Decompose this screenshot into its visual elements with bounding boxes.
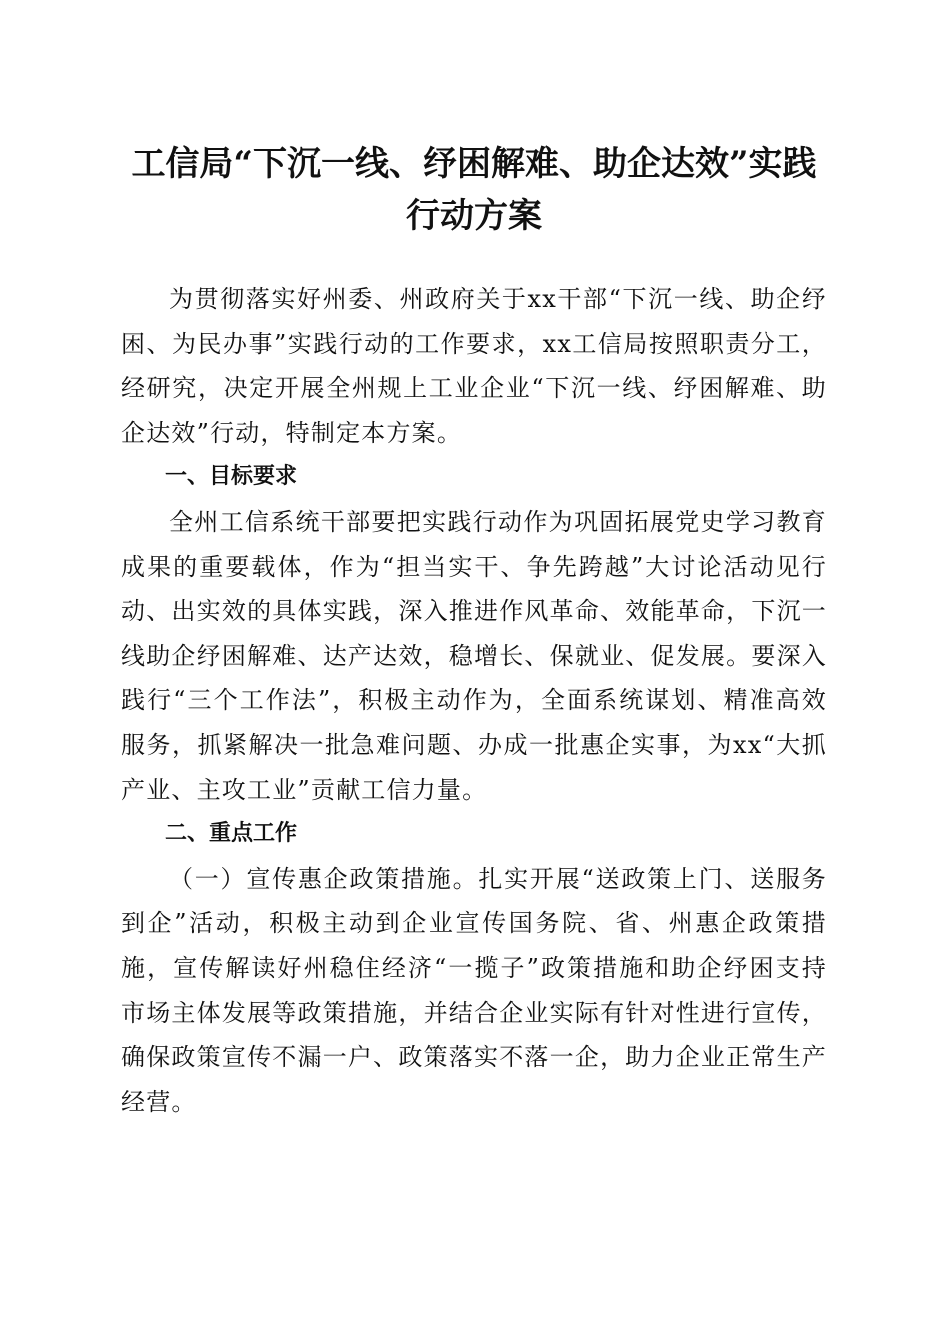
goals-paragraph: 全州工信系统干部要把实践行动作为巩固拓展党史学习教育成果的重要载体，作为“担当实干、争先跨越”大讨论活动见行动、出实效的具体实践，深入推进作风革命、效能革命，下沉一线助企纾困解难、达产达效，稳增长、保就业、促发展。要深入践行“三个工作法”，积极主动作为，全面系统谋划、精准高效服务，抓紧解决一批急难问题、办成一批惠企实事，为xx“大抓产业、主攻工业”贡献工信力量。	[121, 507, 827, 804]
document-title: 工信局“下沉一线、纾困解难、助企达效”实践行动方案	[131, 144, 817, 236]
key-work-item-1-lead: （一）宣传惠企政策措施。	[169, 864, 479, 893]
document-body	[121, 277, 827, 1124]
key-work-item-1-text: 扎实开展“送政策上门、送服务到企”活动，积极主动到企业宣传国务院、省、州惠企政策措施，宣传解读好州稳住经济“一揽子”政策措施和助企纾困支持市场主体发展等政策措施，并结合企业实际有针对性进行宣传，确保政策宣传不漏一户、政策落实不落一企，助力企业正常生产经营。	[121, 864, 827, 1116]
intro-paragraph: 为贯彻落实好州委、州政府关于xx干部“下沉一线、助企纾困、为民办事”实践行动的工作要求，xx工信局按照职责分工，经研究，决定开展全州规上工业企业“下沉一线、纾困解难、助企达效”行动，特制定本方案。	[121, 285, 827, 447]
section-heading-goals: 一、目标要求	[165, 464, 298, 490]
key-work-item-1	[121, 857, 827, 1125]
section-heading-key-work: 二、重点工作	[165, 821, 298, 847]
